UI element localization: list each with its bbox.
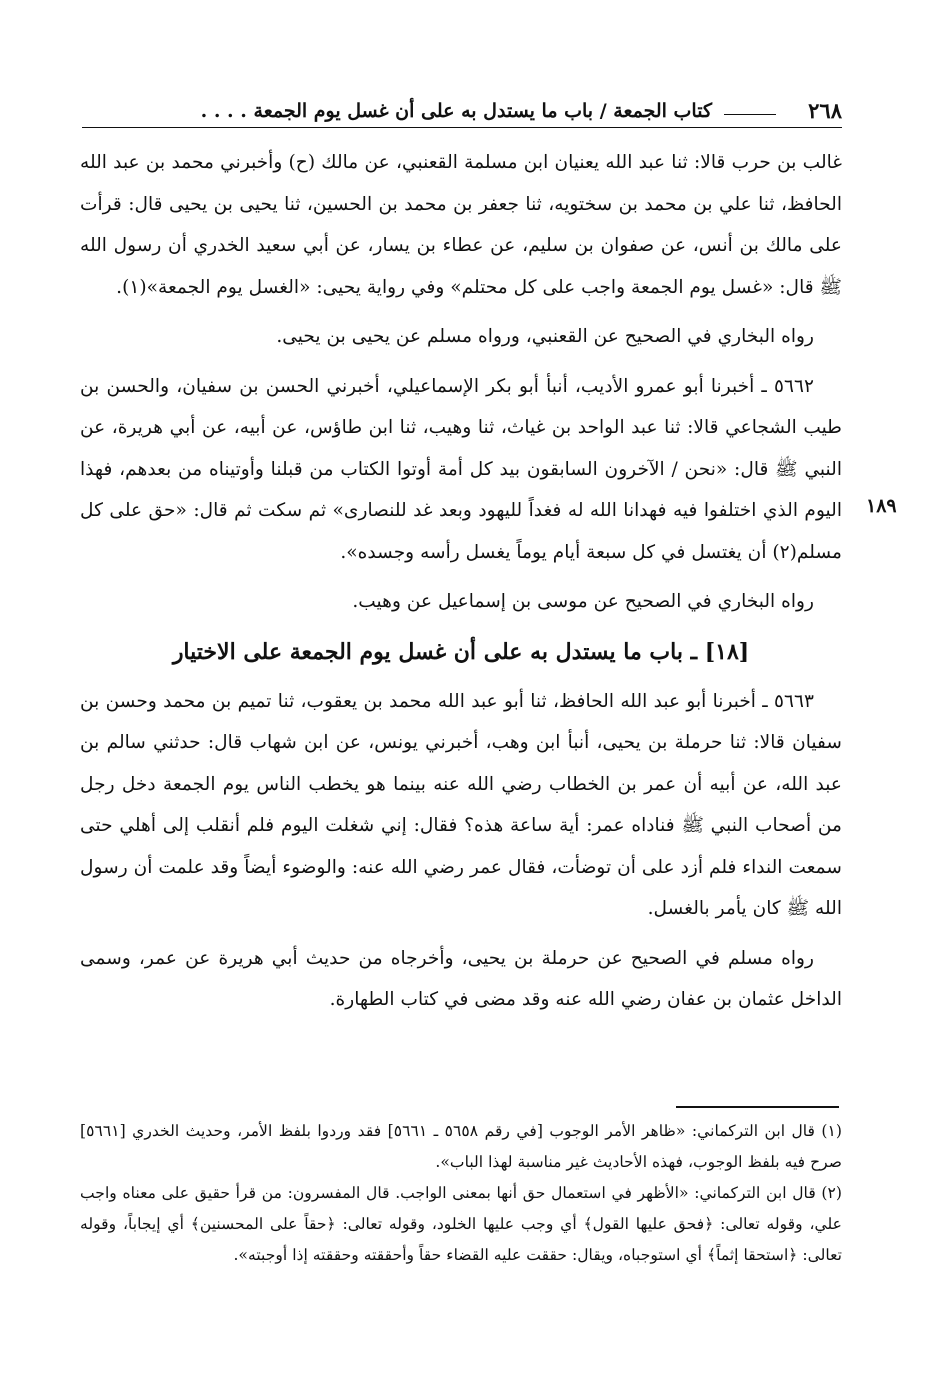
- paragraph-4: رواه البخاري في الصحيح عن موسى بن إسماعيل عن وهيب.: [352, 591, 814, 612]
- paragraph-2: رواه البخاري في الصحيح عن القعنبي، ورواه مسلم عن يحيى بن يحيى.: [276, 326, 814, 347]
- footnote-1: (١) قال ابن التركماني: «ظاهر الأمر الوجوب [في رقم ٥٦٥٨ ـ ٥٦٦١] فقد وردوا بلفظ الأمر، وحديث الخدري [٥٦٦١] صرح فيه بلفظ الوجوب، فهذه الأحاديث غير مناسبة لهذا الباب».: [80, 1122, 842, 1171]
- page-number: ٢٦٨: [808, 98, 842, 123]
- footnote-2: (٢) قال ابن التركماني: «الأظهر في استعمال حق أنها بمعنى الواجب. قال المفسرون: من قرأ حقيق على معناه واجب علي، وقوله تعالى: ﴿فحق عليها القول﴾ أي وجب عليها الخلود، وقوله تعالى: ﴿حقاً على المحسنين﴾ أي إيجاباً، وقوله تعالى: ﴿استحقا إثماً﴾ أي استوجباه، ويقال: حققت عليه القضاء حقاً وأحققته وحققته إذا أوجبته».: [80, 1184, 842, 1264]
- header-dash: [724, 114, 776, 115]
- margin-page-marker: ١٨٩: [866, 495, 897, 517]
- section-heading: [١٨] ـ باب ما يستدل به على أن غسل يوم الجمعة على الاختيار: [172, 638, 750, 665]
- header-title: كتاب الجمعة / باب ما يستدل به على أن غسل يوم الجمعة . . . .: [200, 100, 712, 122]
- header-underline: [82, 127, 842, 128]
- paragraph-3: ٥٦٦٢ ـ أخبرنا أبو عمرو الأديب، أنبأ أبو بكر الإسماعيلي، أخبرني الحسن بن سفيان، والحسن بن طيب الشجاعي قالا: ثنا عبد الواحد بن غياث، ثنا وهيب، ثنا ابن طاؤس، عن أبيه، عن أبي هريرة، عن النبي ﷺ قال: «نحن / الآخرون السابقون بيد كل أمة أوتوا الكتاب من قبلنا وأوتيناه من بعدهم، فهذا اليوم الذي اختلفوا فيه فهدانا الله له فغداً لليهود وبعد غد للنصارى» ثم سكت ثم قال: «حق على كل مسلم(٢) أن يغتسل في كل سبعة أيام يوماً يغسل رأسه وجسده».: [80, 375, 842, 563]
- footnote-separator: [676, 1106, 839, 1108]
- paragraph-1: غالب بن حرب قالا: ثنا عبد الله يعنيان ابن مسلمة القعنبي، عن مالك (ح) وأخبرني محمد بن عبد الله الحافظ، ثنا علي بن محمد بن سختويه، ثنا جعفر بن محمد بن الحسين، ثنا يحيى بن يحيى قال: قرأت على مالك بن أنس، عن صفوان بن سليم، عن عطاء بن يسار، عن أبي سعيد الخدري أن رسول الله ﷺ قال: «غسل يوم الجمعة واجب على كل محتلم» وفي رواية يحيى: «الغسل يوم الجمعة»(١).: [80, 152, 842, 298]
- running-header: [82, 96, 842, 130]
- paragraph-5: ٥٦٦٣ ـ أخبرنا أبو عبد الله الحافظ، ثنا أبو عبد الله محمد بن يعقوب، ثنا تميم بن محمد وحسن بن سفيان قالا: ثنا حرملة بن يحيى، أنبأ ابن وهب، أخبرني يونس، عن ابن شهاب قال: حدثني سالم بن عبد الله، عن أبيه أن عمر بن الخطاب رضي الله عنه بينما هو يخطب الناس يوم الجمعة دخل رجل من أصحاب النبي ﷺ فناداه عمر: أية ساعة هذه؟ فقال: إني شغلت اليوم فلم أنقلب إلى أهلي حتى سمعت النداء فلم أزد على أن توضأت، فقال عمر رضي الله عنه: والوضوء أيضاً وقد علمت أن رسول الله ﷺ كان يأمر بالغسل.: [80, 690, 842, 919]
- paragraph-6: رواه مسلم في الصحيح عن حرملة بن يحيى، وأخرجاه من حديث أبي هريرة عن عمر، وسمى الداخل عثمان بن عفان رضي الله عنه وقد مضى في كتاب الطهارة.: [80, 947, 842, 1010]
- main-text: [80, 142, 842, 1021]
- footnotes: [80, 1116, 842, 1271]
